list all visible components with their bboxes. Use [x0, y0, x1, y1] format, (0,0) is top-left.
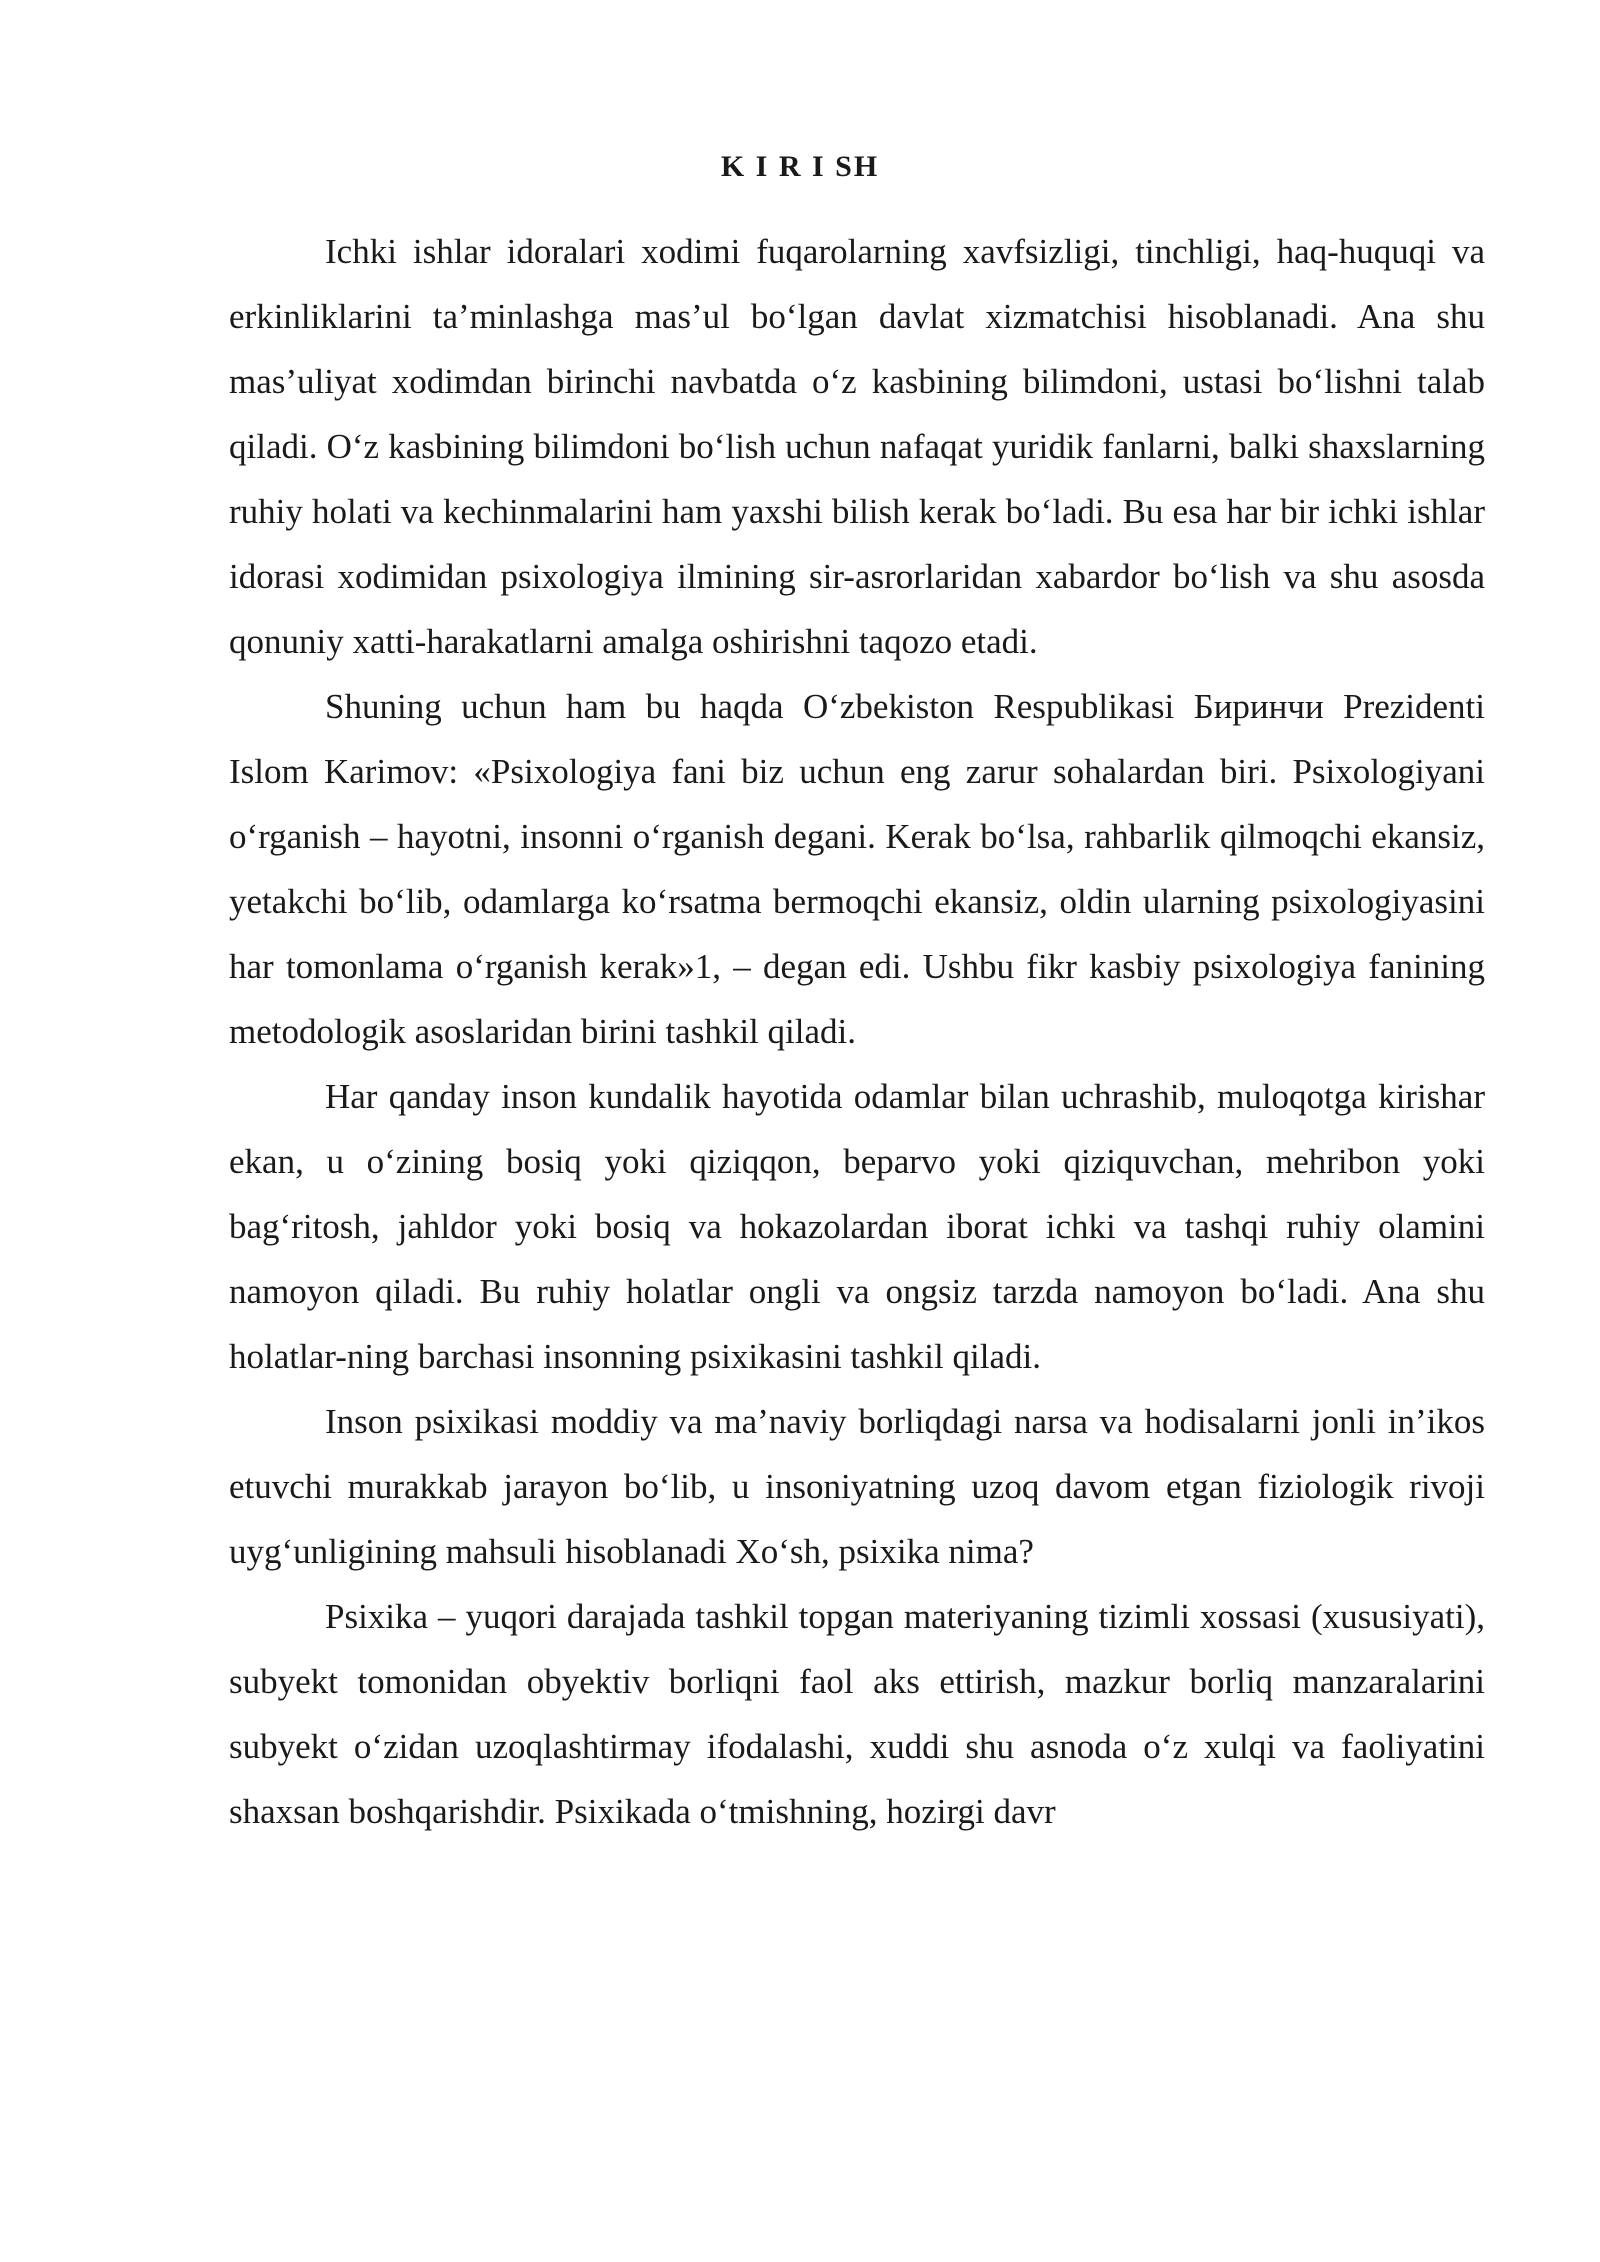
body-text: [229, 219, 1485, 1844]
paragraph-1: Ichki ishlar idoralari xodimi fuqarolarning xavfsizligi, tinchligi, haq-huquqi va erkinliklarini ta’minlashga mas’ul bo‘lgan davlat xizmatchisi hisoblanadi. Ana shu mas’uliyat xodimdan birinchi navbatda o‘z kasbining bilimdoni, ustasi bo‘lishni talab qiladi. O‘z kasbining bilimdoni bo‘lish uchun nafaqat yuridik fanlarni, balki shaxslarning ruhiy holati va kechinmalarini ham yaxshi bilish kerak bo‘ladi. Bu esa har bir ichki ishlar idorasi xodimidan psixologiya ilmining sir-asrorlaridan xabardor bo‘lish va shu asosda qonuniy xatti-harakatlarni amalga oshirishni taqozo etadi.: [229, 232, 1485, 661]
paragraph-5: Psixika – yuqori darajada tashkil topgan materiyaning tizimli xossasi (xususiyati), subyekt tomonidan obyektiv borliqni faol aks ettirish, mazkur borliq manzaralarini subyekt o‘zidan uzoqlashtirmay ifodalashi, xuddi shu asnoda o‘z xulqi va faoliyatini shaxsan boshqarishdir. Psixikada o‘tmishning, hozirgi davr: [229, 1597, 1485, 1831]
paragraph-4: Inson psixikasi moddiy va ma’naviy borliqdagi narsa va hodisalarni jonli in’ikos etuvchi murakkab jarayon bo‘lib, u insoniyatning uzoq davom etgan fiziologik rivoji uyg‘unligining mahsuli hisoblanadi Xo‘sh, psixika nima?: [229, 1402, 1485, 1571]
paragraph-2: Shuning uchun ham bu haqda O‘zbekiston Respublikasi Биринчи Prezidenti Islom Karimov: «Psixologiya fani biz uchun eng zarur sohalardan biri. Psixologiyani o‘rganish – hayotni, insonni o‘rganish degani. Kerak bo‘lsa, rahbarlik qilmoqchi ekansiz, yetakchi bo‘lib, odamlarga ko‘rsatma bermoqchi ekansiz, oldin ularning psixologiyasini har tomonlama o‘rganish kerak»1, – degan edi. Ushbu fikr kasbiy psixologiya fanining metodologik asoslaridan birini tashkil qiladi.: [229, 687, 1485, 1051]
paragraph-3: Har qanday inson kundalik hayotida odamlar bilan uchrashib, muloqotga kirishar ekan, u o‘zining bosiq yoki qiziqqon, beparvo yoki qiziquvchan, mehribon yoki bag‘ritosh, jahldor yoki bosiq va hokazolardan iborat ichki va tashqi ruhiy olamini namoyon qiladi. Bu ruhiy holatlar ongli va ongsiz tarzda namoyon bo‘ladi. Ana shu holatlar-ning barchasi insonning psixikasini tashkil qiladi.: [229, 1077, 1485, 1376]
section-heading: K I R I SH: [720, 150, 880, 183]
